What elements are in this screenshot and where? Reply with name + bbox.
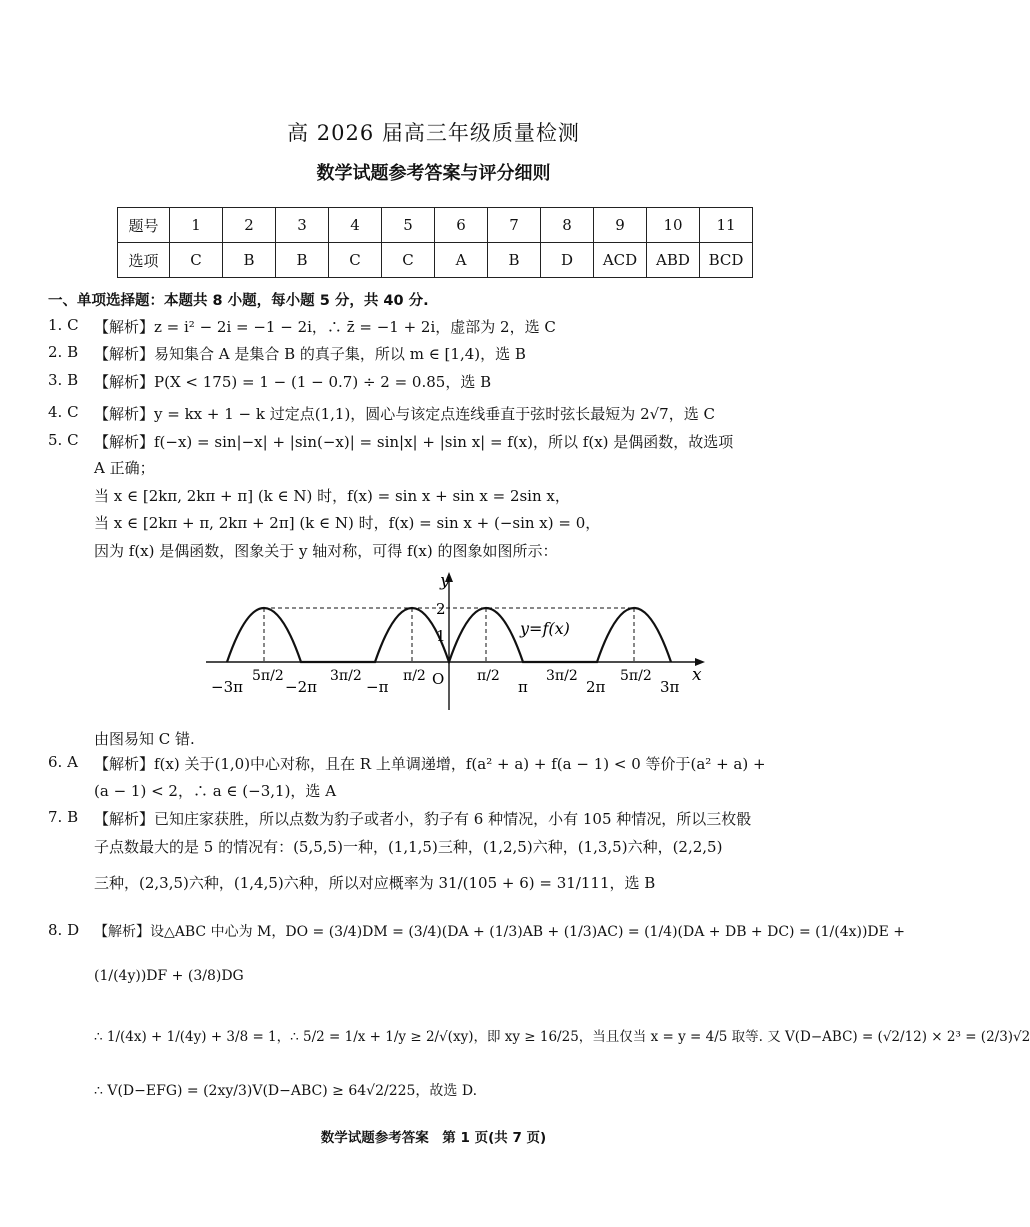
question-number: 3 [276, 208, 329, 243]
answer-choice: C [382, 243, 435, 278]
q6-number: 6. A [48, 753, 78, 771]
q2-number: 2. B [48, 343, 79, 361]
q8-line-2: (1/(4y))DF + (3/8)DG [94, 968, 244, 984]
question-number: 2 [223, 208, 276, 243]
question-number: 4 [329, 208, 382, 243]
function-label: y=f(x) [520, 619, 570, 638]
y-tick-1: 1 [436, 627, 446, 645]
answer-choice: B [276, 243, 329, 278]
q2-explanation: 【解析】易知集合 A 是集合 B 的真子集，所以 m ∈ [1,4)，选 B [94, 345, 526, 363]
x-tick-label: π/2 [403, 668, 426, 684]
q6-line-2: (a − 1) < 2，∴ a ∈ (−3,1)，选 A [94, 782, 337, 800]
q5-line-3: 当 x ∈ [2kπ, 2kπ + π] (k ∈ N) 时，f(x) = sin x + sin x = 2sin x， [94, 487, 570, 505]
x-tick-label: 5π/2 [620, 668, 652, 684]
row-label-choice: 选项 [118, 243, 170, 278]
q8-number: 8. D [48, 921, 80, 939]
answer-choice: B [223, 243, 276, 278]
q6-line-1: 【解析】f(x) 关于(1,0)中心对称，且在 R 上单调递增，f(a² + a) + f(a − 1) < 0 等价于(a² + a) + [94, 755, 766, 773]
q5-line-1: 【解析】f(−x) = sin|−x| + |sin(−x)| = sin|x| + |sin x| = f(x)，所以 f(x) 是偶函数，故选项 [94, 433, 734, 451]
question-number: 8 [541, 208, 594, 243]
answer-table-choice-row [118, 243, 753, 278]
function-graph [200, 568, 715, 718]
x-tick-label: −π [366, 678, 389, 696]
q1-explanation: 【解析】z = i² − 2i = −1 − 2i，∴ z̄ = −1 + 2i，虚部为 2，选 C [94, 318, 556, 336]
q4-explanation: 【解析】y = kx + 1 − k 过定点(1,1)，圆心与该定点连线垂直于弦时弦长最短为 2√7，选 C [94, 405, 715, 423]
question-number: 10 [647, 208, 700, 243]
q8-line-3: ∴ 1/(4x) + 1/(4y) + 3/8 = 1，∴ 5/2 = 1/x + 1/y ≥ 2/√(xy)，即 xy ≥ 16/25，当且仅当 x = y = 4/5 取等. 又 V(D−ABC) = (√2/12) × 2³ = (2/3)√2 [94, 1029, 1030, 1045]
q8-line-4: ∴ V(D−EFG) = (2xy/3)V(D−ABC) ≥ 64√2/225，故选 D. [94, 1083, 478, 1099]
question-number: 5 [382, 208, 435, 243]
question-number: 1 [170, 208, 223, 243]
section-heading: 一、单项选择题：本题共 8 小题，每小题 5 分，共 40 分. [48, 293, 429, 309]
answer-choice: ABD [647, 243, 700, 278]
question-number: 6 [435, 208, 488, 243]
x-tick-label: π/2 [477, 668, 500, 684]
answer-choice: B [488, 243, 541, 278]
q7-line-1: 【解析】已知庄家获胜，所以点数为豹子或者小，豹子有 6 种情况，小有 105 种情况，所以三枚骰 [94, 810, 752, 828]
page-footer: 数学试题参考答案 第 1 页(共 7 页) [320, 1130, 547, 1146]
answer-table [117, 207, 753, 278]
q5-line-5: 因为 f(x) 是偶函数，图象关于 y 轴对称，可得 f(x) 的图象如图所示： [94, 542, 558, 560]
question-number: 9 [594, 208, 647, 243]
q5-line-4: 当 x ∈ [2kπ + π, 2kπ + 2π] (k ∈ N) 时，f(x) = sin x + (−sin x) = 0， [94, 514, 601, 532]
x-tick-label: 3π [660, 678, 680, 696]
question-number: 11 [700, 208, 753, 243]
x-axis-label: x [692, 665, 702, 685]
origin-label: O [432, 670, 445, 688]
row-label-number: 题号 [118, 208, 170, 243]
q3-explanation: 【解析】P(X < 175) = 1 − (1 − 0.7) ÷ 2 = 0.85，选 B [94, 373, 492, 391]
q1-number: 1. C [48, 316, 79, 334]
q7-line-3: 三种，(2,3,5)六种，(1,4,5)六种，所以对应概率为 31/(105 + 6) = 31/111，选 B [94, 874, 656, 892]
page-subtitle: 数学试题参考答案与评分细则 [316, 163, 551, 184]
q5-conclusion: 由图易知 C 错. [94, 730, 195, 748]
question-number: 7 [488, 208, 541, 243]
q4-number: 4. C [48, 403, 79, 421]
y-axis-label: y [440, 571, 450, 591]
answer-choice: BCD [700, 243, 753, 278]
y-tick-2: 2 [436, 600, 446, 618]
answer-choice: D [541, 243, 594, 278]
x-tick-label: π [518, 678, 528, 696]
x-tick-label: 3π/2 [330, 668, 362, 684]
x-tick-label: −3π [211, 678, 243, 696]
page-title: 高 2026 届高三年级质量检测 [287, 121, 580, 145]
q7-number: 7. B [48, 808, 79, 826]
answer-choice: C [329, 243, 382, 278]
x-tick-label: 2π [586, 678, 606, 696]
q5-line-2: A 正确； [94, 459, 155, 477]
x-tick-label: 3π/2 [546, 668, 578, 684]
answer-choice: C [170, 243, 223, 278]
q8-line-1: 【解析】设△ABC 中心为 M，DO = (3/4)DM = (3/4)(DA + (1/3)AB + (1/3)AC) = (1/4)(DA + DB + DC) = (1/(4x))DE + [94, 924, 906, 940]
x-tick-label: −2π [285, 678, 317, 696]
answer-choice: A [435, 243, 488, 278]
q7-line-2: 子点数最大的是 5 的情况有：(5,5,5)一种，(1,1,5)三种，(1,2,5)六种，(1,3,5)六种，(2,2,5) [94, 838, 723, 856]
q5-number: 5. C [48, 431, 79, 449]
answer-table-number-row [118, 208, 753, 243]
answer-choice: ACD [594, 243, 647, 278]
q3-number: 3. B [48, 371, 79, 389]
x-tick-label: 5π/2 [252, 668, 284, 684]
